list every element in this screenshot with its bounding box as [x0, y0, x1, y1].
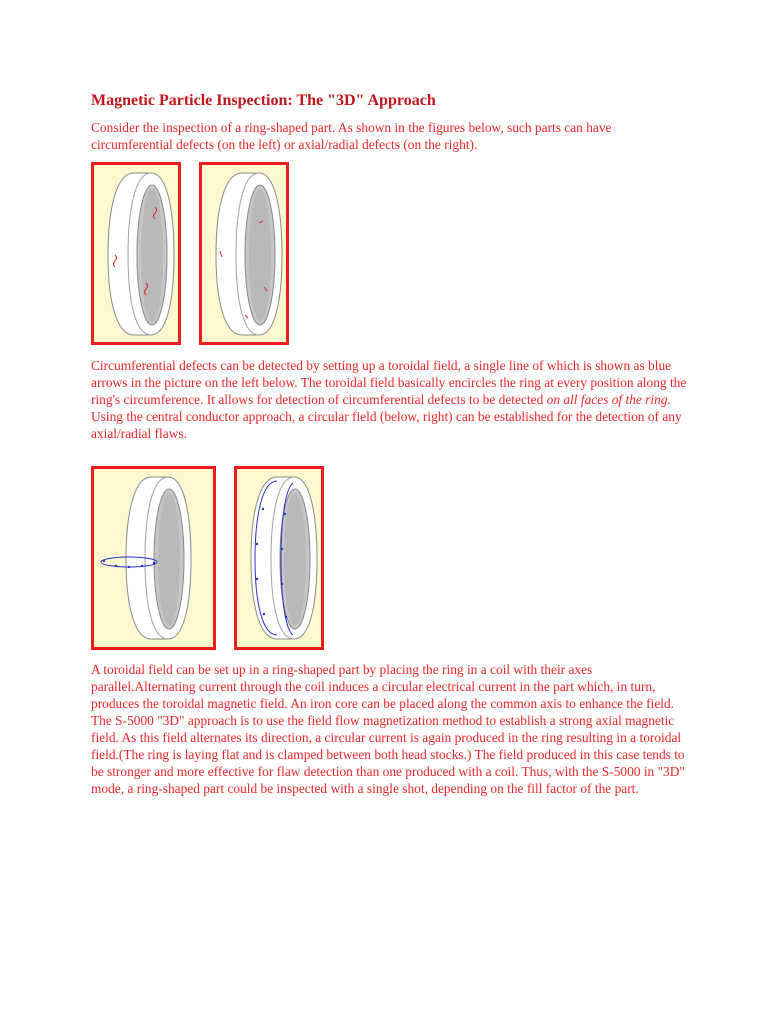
- ring-toroidal-field-icon: [94, 469, 213, 647]
- ring-circumferential-defects-icon: [94, 165, 178, 342]
- intro-paragraph: Consider the inspection of a ring-shaped part. As shown in the figures below, such parts can have circumferential defects (on the left) or axial/radial defects (on the right).: [91, 120, 612, 152]
- figure-circumferential-defects: [91, 162, 181, 345]
- figure-toroidal-field: [91, 466, 216, 650]
- article-title: Magnetic Particle Inspection: The "3D" Approach: [91, 92, 436, 109]
- toroidal-field-paragraph: [91, 357, 691, 442]
- ring-axial-radial-defects-icon: [202, 165, 286, 342]
- toroidal-text-emphasis: on all faces of the ring.: [546, 392, 671, 407]
- figure-circular-field: [234, 466, 324, 650]
- field-flow-paragraph: A toroidal field can be set up in a ring-shaped part by placing the ring in a coil with their axes parallel.Alternating current through the coil induces a circular electrical current in the part which, in turn, produces the toroidal magnetic field. An iron core can be placed along the common axis to enhance the field. The S-5000 "3D" approach is to use the field flow magnetization method to establish a strong axial magnetic field. As this field alternates its direction, a circular current is again produced in the ring resulting in a toroidal field.(The ring is laying flat and is clamped between both head stocks.) The field produced in this case tends to be stronger and more effective for flaw detection than one produced with a coil. Thus, with the S-5000 in "3D" mode, a ring-shaped part could be inspected with a single shot, depending on the fill factor of the part.: [91, 662, 685, 796]
- toroidal-text-end: Using the central conductor approach, a circular field (below, right) can be established for the detection of any axial/radial flaws.: [91, 409, 682, 441]
- toroidal-text-start: Circumferential defects can be detected by setting up a toroidal field, a single line of which is shown as blue arrows in the picture on the left below. The toroidal field basically encircles the ring at every position along the ring's circumference. It allows for detection of circumferential defects to be detected: [91, 358, 687, 407]
- figure-axial-radial-defects: [199, 162, 289, 345]
- ring-circular-field-icon: [237, 469, 321, 647]
